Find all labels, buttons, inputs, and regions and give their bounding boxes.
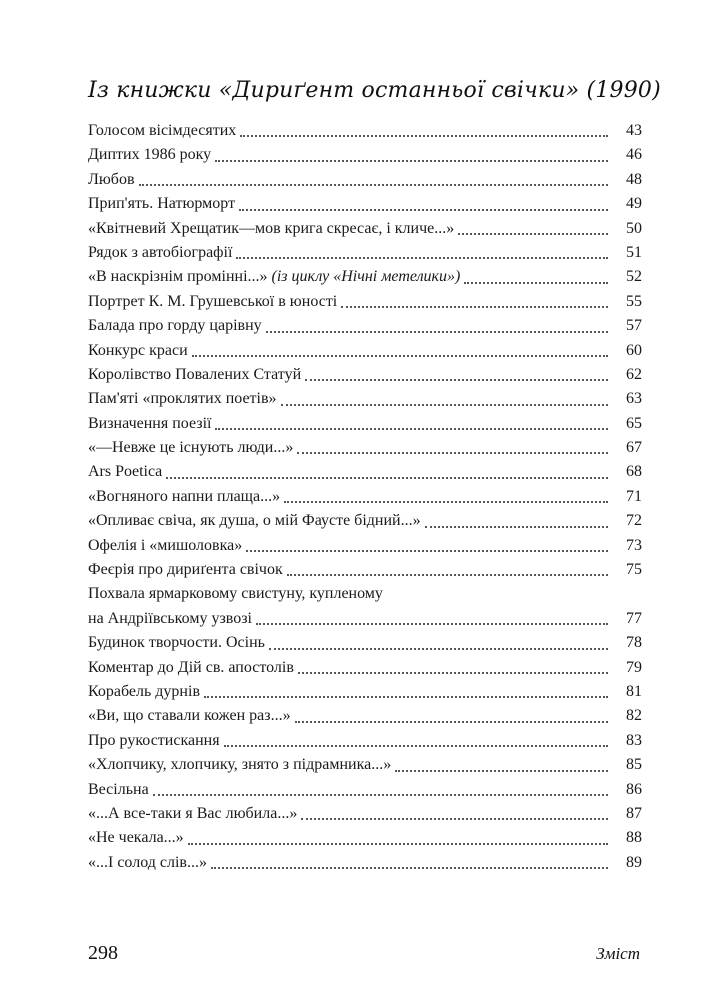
toc-entry-page-number: 57 (626, 317, 642, 335)
toc-entry-title-text: Портрет К. М. Грушевської в юності (88, 292, 338, 310)
toc-entry-page-number: 72 (626, 512, 642, 530)
toc-entry-title-text: «Не чекала...» (88, 829, 184, 847)
toc-entry-title (88, 217, 458, 241)
toc-entry-title-text: «Вогняного напни плаща...» (88, 487, 281, 505)
toc-entry-page-number: 73 (626, 536, 642, 554)
dot-leader (224, 739, 608, 747)
toc-entry-title (88, 387, 281, 411)
toc-entry-title-text: «Хлопчику, хлопчику, знято з підрамника...» (88, 756, 392, 774)
toc-entry (88, 314, 642, 338)
toc-entry-title (88, 704, 295, 728)
toc-entry-page-number: 77 (626, 609, 642, 627)
toc-entry-title (88, 363, 305, 387)
toc-entry-title (88, 558, 287, 582)
toc-entry-page-number: 48 (626, 170, 642, 188)
dot-leader (215, 154, 608, 162)
dot-leader (204, 690, 608, 698)
dot-leader (284, 495, 608, 503)
toc-entry-page-number: 87 (626, 804, 642, 822)
dot-leader (298, 666, 608, 674)
toc-entry-title-text: Корабель дурнів (88, 682, 200, 700)
toc-entry-page-number: 79 (626, 658, 642, 676)
table-of-contents (88, 119, 642, 875)
toc-entry-title-text: «—Невже це існують люди...» (88, 439, 294, 457)
toc-entry-title (88, 826, 188, 850)
toc-entry (88, 119, 642, 143)
dot-leader (153, 788, 608, 796)
dot-leader (211, 861, 608, 869)
dot-leader (458, 227, 608, 235)
toc-entry-title-text: Любов (88, 170, 135, 188)
dot-leader (256, 617, 608, 625)
toc-entry (88, 436, 642, 460)
toc-entry-title (88, 143, 215, 167)
toc-entry (88, 339, 642, 363)
toc-entry-title (88, 851, 211, 875)
toc-entry-page-number: 62 (626, 365, 642, 383)
toc-entry-title (88, 168, 139, 192)
dot-leader (295, 715, 608, 723)
toc-entry-title-text: Рядок з автобіографії (88, 243, 233, 261)
toc-entry (88, 387, 642, 411)
toc-entry (88, 412, 642, 436)
dot-leader (395, 764, 608, 772)
toc-entry-title-text: Голосом вісімдесятих (88, 121, 237, 139)
toc-entry (88, 217, 642, 241)
toc-entry-title (88, 460, 166, 484)
toc-entry-page-number: 68 (626, 463, 642, 481)
toc-entry (88, 265, 642, 289)
toc-entry-title (88, 729, 224, 753)
dot-leader (240, 129, 608, 137)
toc-entry (88, 607, 642, 631)
dot-leader (301, 812, 608, 820)
toc-entry (88, 802, 642, 826)
toc-entry-title (88, 607, 256, 631)
dot-leader (297, 446, 608, 454)
toc-entry-title (88, 485, 284, 509)
running-footer-label: Зміст (596, 944, 640, 963)
toc-entry-title-text: Ars Poetica (88, 463, 163, 481)
toc-entry-title-text: Весільна (88, 780, 149, 798)
dot-leader (215, 422, 608, 430)
toc-entry-title-text: Балада про горду царівну (88, 317, 262, 335)
toc-entry-title-text: Диптих 1986 року (88, 146, 212, 164)
toc-entry-page-number: 55 (626, 292, 642, 310)
toc-entry-page-number: 75 (626, 561, 642, 579)
toc-entry-page-number: 86 (626, 780, 642, 798)
section-title: Із книжки «Дириґент останньої свічки» (1990) (88, 78, 661, 103)
toc-entry-title-text: «Опливає свіча, як душа, о мій Фаусте бідний...» (88, 512, 421, 530)
toc-entry-title-text: Офелія і «мишоловка» (88, 536, 243, 554)
toc-entry (88, 290, 642, 314)
toc-entry (88, 826, 642, 850)
toc-entry-page-number: 63 (626, 390, 642, 408)
toc-entry (88, 460, 642, 484)
toc-entry-page-number: 60 (626, 341, 642, 359)
toc-entry (88, 509, 642, 533)
toc-entry-title (88, 631, 269, 655)
toc-entry-title (88, 656, 298, 680)
toc-entry-title-text: «Ви, що ставали кожен раз...» (88, 707, 291, 725)
dot-leader (305, 373, 608, 381)
toc-entry-cycle-note: (із циклу «Нічні метелики») (267, 268, 461, 286)
dot-leader (166, 471, 608, 479)
toc-entry (88, 143, 642, 167)
toc-entry-title-text: «...І солод слів...» (88, 853, 207, 871)
toc-entry-page-number: 50 (626, 219, 642, 237)
dot-leader (139, 178, 609, 186)
dot-leader (269, 642, 608, 650)
toc-entry-page-number: 51 (626, 243, 642, 261)
dot-leader (425, 520, 608, 528)
page-number: 298 (88, 942, 118, 964)
toc-entry-title-text: «В наскрізнім промінні...» (88, 268, 268, 286)
toc-entry-title (88, 119, 240, 143)
dot-leader (341, 300, 608, 308)
toc-entry-page-number: 65 (626, 414, 642, 432)
toc-entry-title (88, 582, 387, 606)
toc-entry-title (88, 802, 301, 826)
toc-entry-title-text: Визначення поезії (88, 414, 212, 432)
toc-entry (88, 363, 642, 387)
toc-entry-title (88, 509, 425, 533)
toc-entry-page-number: 89 (626, 853, 642, 871)
toc-entry (88, 631, 642, 655)
toc-entry-title (88, 753, 395, 777)
toc-entry-page-number: 71 (626, 487, 642, 505)
dot-leader (188, 837, 608, 845)
toc-entry (88, 778, 642, 802)
toc-entry-title-text: «...А все-таки я Вас любила...» (88, 804, 298, 822)
dot-leader (287, 568, 608, 576)
toc-entry-page-number: 85 (626, 756, 642, 774)
toc-entry-title (88, 265, 464, 289)
toc-entry (88, 753, 642, 777)
toc-entry (88, 534, 642, 558)
toc-entry (88, 241, 642, 265)
toc-entry-title (88, 680, 204, 704)
toc-entry (88, 680, 642, 704)
toc-entry (88, 851, 642, 875)
toc-entry-page-number: 52 (626, 268, 642, 286)
toc-entry-page-number: 43 (626, 121, 642, 139)
dot-leader (239, 203, 608, 211)
dot-leader (236, 251, 608, 259)
toc-entry-page-number: 88 (626, 829, 642, 847)
toc-entry (88, 192, 642, 216)
dot-leader (246, 544, 608, 552)
dot-leader (281, 398, 608, 406)
toc-entry-page-number: 81 (626, 682, 642, 700)
toc-entry-title-text: Пам'яті «проклятих поетів» (88, 390, 277, 408)
toc-entry (88, 656, 642, 680)
toc-entry-page-number: 49 (626, 195, 642, 213)
toc-entry-page-number: 67 (626, 439, 642, 457)
toc-entry-page-number: 82 (626, 707, 642, 725)
toc-entry-title (88, 339, 192, 363)
toc-entry-title-text: Про рукостискання (88, 731, 220, 749)
dot-leader (192, 349, 608, 357)
toc-entry-title-text: Феєрія про дириґента свічок (88, 561, 283, 579)
toc-entry-title (88, 534, 246, 558)
toc-entry (88, 168, 642, 192)
toc-entry-title-text: Будинок творчости. Осінь (88, 634, 265, 652)
toc-entry-title (88, 436, 297, 460)
toc-entry (88, 582, 642, 606)
toc-entry-title-text: Похвала ярмарковому свистуну, купленому (88, 585, 383, 603)
toc-entry-page-number: 83 (626, 731, 642, 749)
toc-entry (88, 485, 642, 509)
toc-entry-title-text: на Андріївському узвозі (88, 609, 252, 627)
toc-entry-title-text: Коментар до Дій св. апостолів (88, 658, 294, 676)
toc-entry-title (88, 778, 153, 802)
toc-entry-title (88, 412, 215, 436)
toc-entry-title (88, 290, 341, 314)
toc-entry (88, 729, 642, 753)
toc-entry (88, 704, 642, 728)
toc-entry-title (88, 192, 239, 216)
toc-entry-title (88, 241, 236, 265)
toc-entry-page-number: 78 (626, 634, 642, 652)
toc-entry-title-text: Конкурс краси (88, 341, 188, 359)
toc-entry-page-number: 46 (626, 146, 642, 164)
toc-entry-title-text: Прип'ять. Натюрморт (88, 195, 236, 213)
toc-entry-title-text: Королівство Повалених Статуй (88, 365, 302, 383)
toc-entry (88, 558, 642, 582)
dot-leader (464, 276, 608, 284)
toc-entry-title (88, 314, 266, 338)
dot-leader (266, 325, 608, 333)
toc-entry-title-text: «Квітневий Хрещатик—мов крига скресає, і кличе...» (88, 219, 455, 237)
